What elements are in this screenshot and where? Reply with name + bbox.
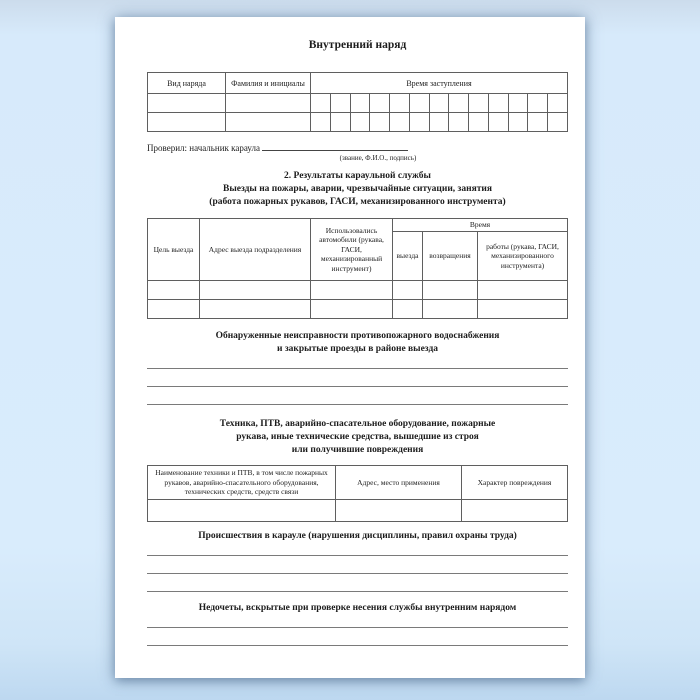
damage-col-address-header: Адрес, место применения — [336, 466, 462, 500]
damage-table — [147, 465, 568, 522]
ruled-line — [147, 356, 568, 369]
damaged-equipment-line2: рукава, иные технические средства, вышедшие из строя — [236, 432, 479, 442]
duty-time-cell — [548, 94, 568, 113]
empty-cell — [311, 300, 393, 319]
damaged-equipment-line3: или получившие повреждения — [291, 445, 424, 455]
signature-blank-line — [262, 141, 408, 151]
ruled-line — [147, 628, 568, 646]
ruled-line — [147, 543, 568, 556]
ruled-line — [147, 387, 568, 405]
duty-type-cell — [148, 94, 226, 113]
duty-time-cell — [548, 113, 568, 132]
checked-by-line — [147, 141, 568, 154]
duty-time-cell — [350, 94, 370, 113]
section-results-line3: (работа пожарных рукавов, ГАСИ, механизированного инструмента) — [209, 197, 506, 207]
duty-time-cell — [370, 113, 390, 132]
duty-time-cell — [390, 94, 410, 113]
trips-col-goal-header: Цель выезда — [148, 219, 200, 281]
duty-time-cell — [488, 113, 508, 132]
section-results-line2: Выезды на пожары, аварии, чрезвычайные ситуации, занятия — [222, 184, 493, 194]
duty-time-cell — [409, 113, 429, 132]
empty-cell — [148, 281, 200, 300]
damage-col-damage-header: Характер повреждения — [462, 466, 568, 500]
duty-table-row — [148, 113, 568, 132]
duty-time-cell — [330, 94, 350, 113]
duty-col-time-header: Время заступления — [311, 73, 568, 94]
section-results-heading — [147, 170, 568, 209]
empty-cell — [462, 500, 568, 522]
empty-cell — [200, 281, 311, 300]
trips-col-work-header: работы (рукава, ГАСИ, механизированного инструмента) — [478, 232, 568, 281]
duty-time-cell — [469, 113, 489, 132]
empty-cell — [393, 300, 423, 319]
empty-cell — [478, 300, 568, 319]
duty-time-cell — [350, 113, 370, 132]
trips-table-row — [148, 300, 568, 319]
duty-table-header-row — [148, 73, 568, 94]
duty-time-cell — [508, 113, 528, 132]
empty-cell — [148, 500, 336, 522]
ruled-line — [147, 556, 568, 574]
duty-time-cell — [311, 113, 331, 132]
incidents-heading: Происшествия в карауле (нарушения дисциплины, правил охраны труда) — [198, 531, 517, 541]
water-defects-heading — [147, 330, 568, 356]
document-page — [115, 17, 585, 678]
checked-by-label: Проверил: начальник караула — [147, 143, 261, 153]
trips-col-departure-header: выезда — [393, 232, 423, 281]
duty-time-cell — [330, 113, 350, 132]
duty-time-cell — [429, 94, 449, 113]
signature-hint: (звание, Ф.И.О., подпись) — [339, 154, 417, 162]
damaged-equipment-heading — [147, 418, 568, 457]
section-results-line1: 2. Результаты караульной службы — [284, 171, 431, 181]
damage-table-row — [148, 500, 568, 522]
damage-col-name-header: Наименование техники и ПТВ, в том числе пожарных рукавов, аварийно-спасательного оборудования, технических средств, средств связи — [148, 466, 336, 500]
empty-cell — [148, 300, 200, 319]
duty-time-cell — [390, 113, 410, 132]
water-defects-line2: и закрытые проезды в районе выезда — [276, 344, 439, 354]
duty-type-cell — [148, 113, 226, 132]
duty-col-name-header: Фамилия и инициалы — [226, 73, 311, 94]
duty-time-cell — [409, 94, 429, 113]
duty-time-cell — [449, 94, 469, 113]
duty-time-cell — [449, 113, 469, 132]
trips-col-time-group-header: Время — [393, 219, 568, 232]
water-defects-line1: Обнаруженные неисправности противопожарного водоснабжения — [215, 331, 500, 341]
duty-roster-table — [147, 72, 568, 132]
trips-table-row — [148, 281, 568, 300]
empty-cell — [393, 281, 423, 300]
duty-time-cell — [429, 113, 449, 132]
empty-cell — [336, 500, 462, 522]
duty-time-cell — [370, 94, 390, 113]
duty-time-cell — [528, 94, 548, 113]
empty-cell — [423, 281, 478, 300]
duty-time-cell — [311, 94, 331, 113]
empty-cell — [478, 281, 568, 300]
duty-table-row — [148, 94, 568, 113]
empty-cell — [311, 281, 393, 300]
damaged-equipment-line1: Техника, ПТВ, аварийно-спасательное оборудование, пожарные — [219, 419, 496, 429]
page-title: Внутренний наряд — [308, 39, 407, 51]
trips-header-row-top — [148, 219, 568, 232]
ruled-line — [147, 369, 568, 387]
duty-name-cell — [226, 94, 311, 113]
duty-time-cell — [469, 94, 489, 113]
trips-col-address-header: Адрес выезда подразделения — [200, 219, 311, 281]
empty-cell — [200, 300, 311, 319]
empty-cell — [423, 300, 478, 319]
defects-heading: Недочеты, вскрытые при проверке несения службы внутренним нарядом — [198, 603, 517, 613]
ruled-line — [147, 574, 568, 592]
duty-col-type-header: Вид наряда — [148, 73, 226, 94]
duty-time-cell — [528, 113, 548, 132]
trips-col-vehicles-header: Использовались автомобили (рукава, ГАСИ, механизированный инструмент) — [311, 219, 393, 281]
damage-header-row — [148, 466, 568, 500]
ruled-line — [147, 615, 568, 628]
trips-col-return-header: возвращения — [423, 232, 478, 281]
duty-time-cell — [508, 94, 528, 113]
duty-name-cell — [226, 113, 311, 132]
trips-table — [147, 218, 568, 319]
duty-time-cell — [488, 94, 508, 113]
